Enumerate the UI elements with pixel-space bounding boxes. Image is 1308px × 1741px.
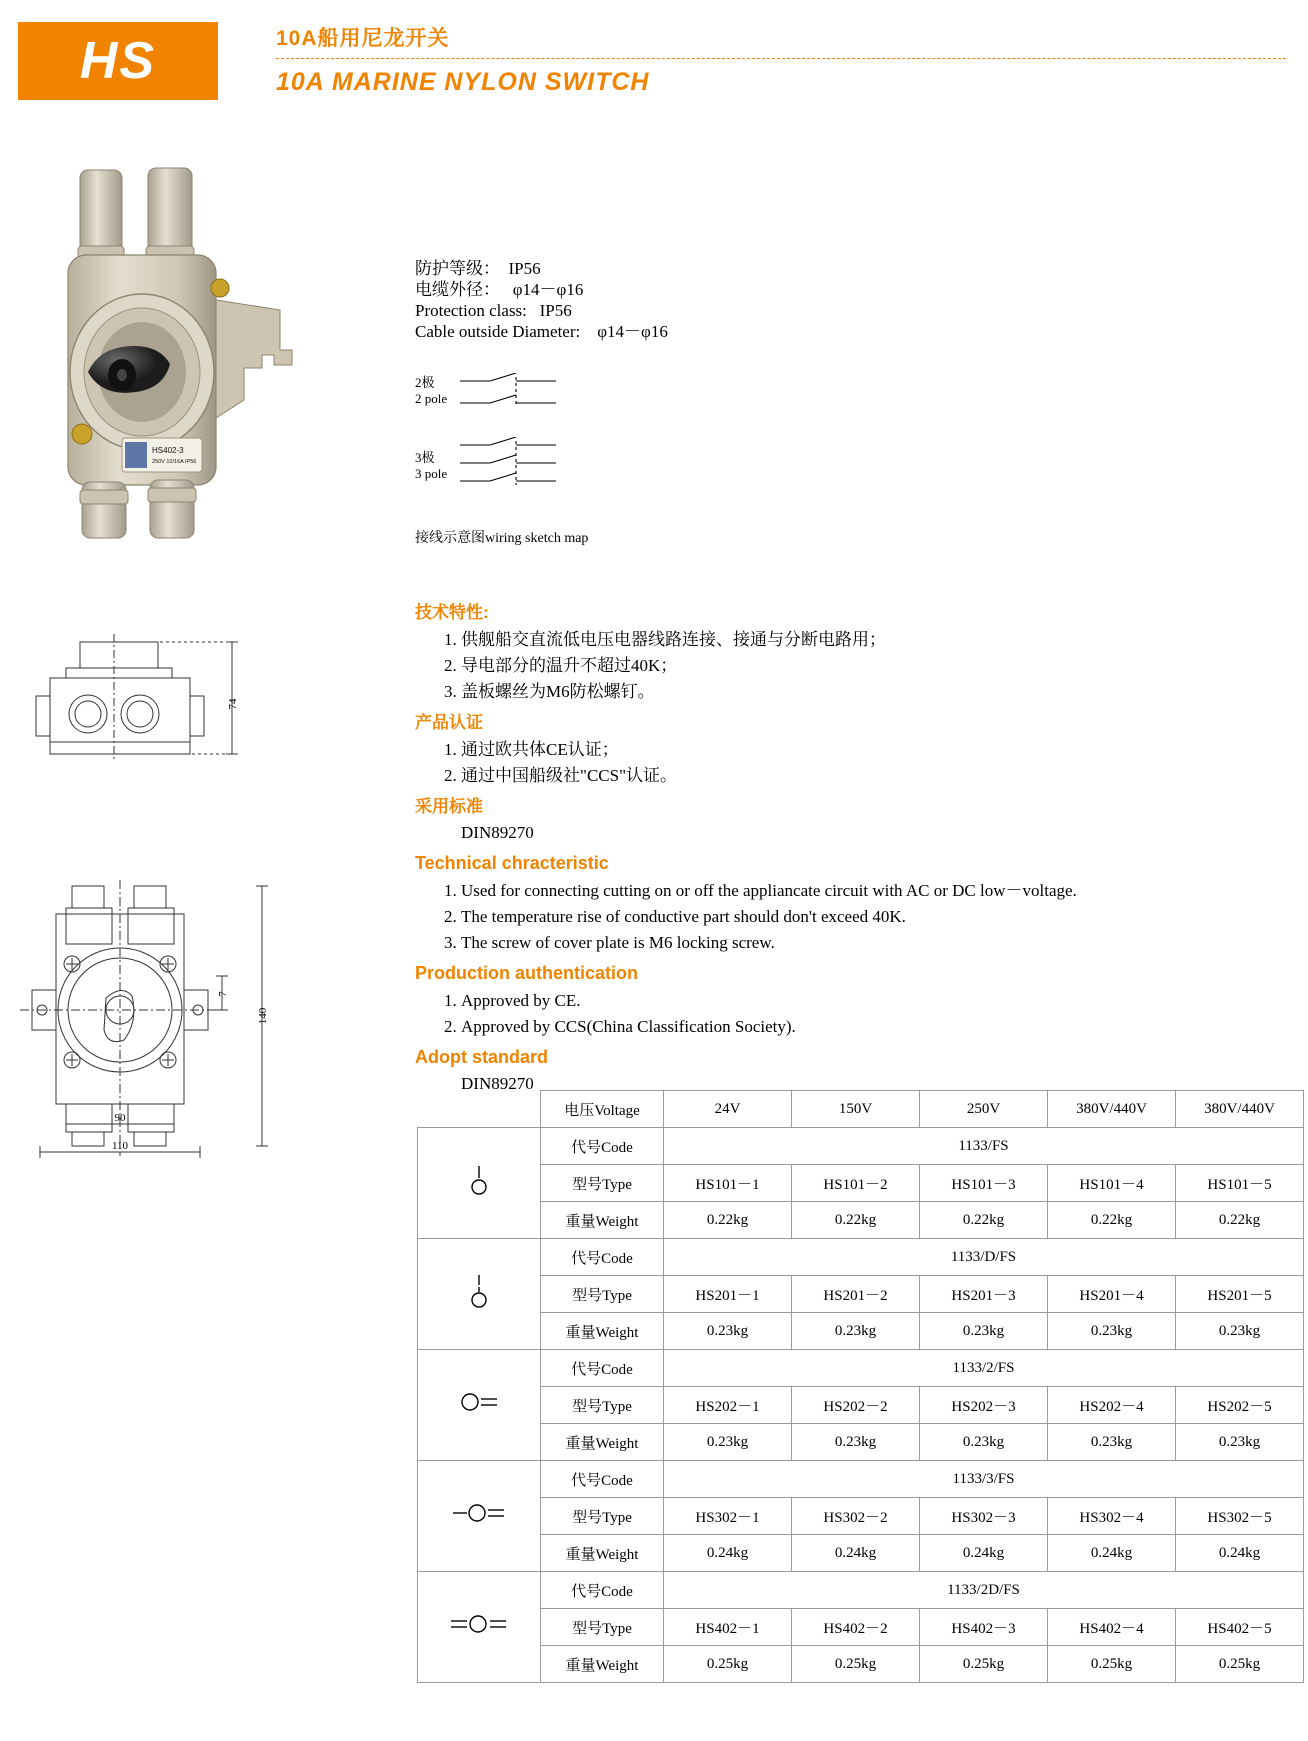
group-symbol-2 bbox=[418, 1350, 541, 1461]
cert-item-en-2: 2. Approved by CCS(China Classification Society). bbox=[461, 1014, 1295, 1039]
weight-0-1: 0.22kg bbox=[792, 1202, 920, 1239]
dim-74-label: 74 bbox=[227, 698, 239, 710]
type-3-3: HS302－4 bbox=[1048, 1498, 1176, 1535]
pole2-label-en: 2 pole bbox=[415, 391, 448, 406]
weight-4-2: 0.25kg bbox=[920, 1646, 1048, 1683]
weight-1-4: 0.23kg bbox=[1176, 1313, 1304, 1350]
type-2-3: HS202－4 bbox=[1048, 1387, 1176, 1424]
tech-heading-cn: 技术特性: bbox=[415, 603, 489, 622]
group-code-2: 1133/2/FS bbox=[664, 1350, 1304, 1387]
row-label-weight-2: 重量Weight bbox=[541, 1424, 664, 1461]
type-4-4: HS402－5 bbox=[1176, 1609, 1304, 1646]
wiring-diagrams bbox=[415, 375, 835, 545]
row-label-type-0: 型号Type bbox=[541, 1165, 664, 1202]
table-row bbox=[418, 1424, 1304, 1461]
group-symbol-0 bbox=[418, 1128, 541, 1239]
type-2-0: HS202－1 bbox=[664, 1387, 792, 1424]
technical-section bbox=[415, 600, 1295, 1102]
tech-item-cn-2: 2. 导电部分的温升不超过40K； bbox=[461, 653, 1295, 678]
tech-list-cn bbox=[415, 627, 1295, 704]
spec-protection-en: Protection class: IP56 bbox=[415, 301, 572, 320]
type-3-0: HS302－1 bbox=[664, 1498, 792, 1535]
spec-cable-cn: 电缆外径： φ14－φ16 bbox=[415, 280, 584, 299]
weight-1-1: 0.23kg bbox=[792, 1313, 920, 1350]
tech-item-cn-3: 3. 盖板螺丝为M6防松螺钉。 bbox=[461, 679, 1295, 704]
pole3-schematic bbox=[460, 437, 600, 493]
group-code-3: 1133/3/FS bbox=[664, 1461, 1304, 1498]
standard-value-cn: DIN89270 bbox=[461, 823, 534, 842]
table-row bbox=[418, 1535, 1304, 1572]
weight-0-3: 0.22kg bbox=[1048, 1202, 1176, 1239]
weight-2-3: 0.23kg bbox=[1048, 1424, 1176, 1461]
row-label-type-3: 型号Type bbox=[541, 1498, 664, 1535]
switch-symbol-icon bbox=[466, 1163, 492, 1197]
table-row bbox=[418, 1313, 1304, 1350]
row-label-type-1: 型号Type bbox=[541, 1276, 664, 1313]
switch-symbol-icon bbox=[449, 1611, 509, 1637]
row-label-weight-4: 重量Weight bbox=[541, 1646, 664, 1683]
type-1-3: HS201－4 bbox=[1048, 1276, 1176, 1313]
type-2-4: HS202－5 bbox=[1176, 1387, 1304, 1424]
weight-2-1: 0.23kg bbox=[792, 1424, 920, 1461]
weight-1-2: 0.23kg bbox=[920, 1313, 1048, 1350]
type-0-3: HS101－4 bbox=[1048, 1165, 1176, 1202]
table-row bbox=[418, 1202, 1304, 1239]
weight-3-1: 0.24kg bbox=[792, 1535, 920, 1572]
type-0-4: HS101－5 bbox=[1176, 1165, 1304, 1202]
weight-2-4: 0.23kg bbox=[1176, 1424, 1304, 1461]
voltage-4: 380V/440V bbox=[1176, 1091, 1304, 1128]
type-0-0: HS101－1 bbox=[664, 1165, 792, 1202]
weight-3-2: 0.24kg bbox=[920, 1535, 1048, 1572]
type-1-1: HS201－2 bbox=[792, 1276, 920, 1313]
table-row bbox=[418, 1646, 1304, 1683]
weight-3-3: 0.24kg bbox=[1048, 1535, 1176, 1572]
side-view-drawing bbox=[10, 630, 310, 810]
dim-110-label: 110 bbox=[111, 1140, 129, 1152]
table-row bbox=[418, 1498, 1304, 1535]
cert-heading-en: Production authentication bbox=[415, 963, 638, 983]
weight-4-3: 0.25kg bbox=[1048, 1646, 1176, 1683]
standard-value-en: DIN89270 bbox=[461, 1074, 534, 1093]
pole3-label-en: 3 pole bbox=[415, 466, 448, 481]
table-row bbox=[418, 1165, 1304, 1202]
weight-4-0: 0.25kg bbox=[664, 1646, 792, 1683]
cert-item-en-1: 1. Approved by CE. bbox=[461, 988, 1295, 1013]
table-row bbox=[418, 1609, 1304, 1646]
weight-3-0: 0.24kg bbox=[664, 1535, 792, 1572]
voltage-2: 250V bbox=[920, 1091, 1048, 1128]
group-symbol-1 bbox=[418, 1239, 541, 1350]
table-row bbox=[418, 1461, 1304, 1498]
page-header bbox=[0, 22, 1308, 102]
table-row bbox=[418, 1572, 1304, 1609]
weight-4-1: 0.25kg bbox=[792, 1646, 920, 1683]
tech-item-en-1: 1. Used for connecting cutting on or off the appliancate circuit with AC or DC low－voltage. bbox=[461, 878, 1295, 903]
row-label-weight-1: 重量Weight bbox=[541, 1313, 664, 1350]
table-row bbox=[418, 1387, 1304, 1424]
spec-protection-cn: 防护等级： IP56 bbox=[415, 259, 541, 278]
hs-logo-badge: HS bbox=[18, 22, 218, 100]
group-code-4: 1133/2D/FS bbox=[664, 1572, 1304, 1609]
tech-heading-en: Technical chracteristic bbox=[415, 853, 609, 873]
cert-item-cn-2: 2. 通过中国船级社"CCS"认证。 bbox=[461, 763, 1295, 788]
dim-140-label: 140 bbox=[257, 1007, 269, 1025]
group-symbol-4 bbox=[418, 1572, 541, 1683]
row-label-code-4: 代号Code bbox=[541, 1572, 664, 1609]
row-label-code-0: 代号Code bbox=[541, 1128, 664, 1165]
tech-item-en-3: 3. The screw of cover plate is M6 locking screw. bbox=[461, 930, 1295, 955]
table-row bbox=[418, 1350, 1304, 1387]
table-row bbox=[418, 1276, 1304, 1313]
weight-2-2: 0.23kg bbox=[920, 1424, 1048, 1461]
row-label-type-4: 型号Type bbox=[541, 1609, 664, 1646]
cert-list-en bbox=[415, 988, 1295, 1039]
model-spec-table bbox=[417, 1090, 1304, 1683]
switch-symbol-icon bbox=[457, 1389, 501, 1415]
type-2-1: HS202－2 bbox=[792, 1387, 920, 1424]
type-4-1: HS402－2 bbox=[792, 1609, 920, 1646]
row-label-code-2: 代号Code bbox=[541, 1350, 664, 1387]
type-4-3: HS402－4 bbox=[1048, 1609, 1176, 1646]
row-label-weight-0: 重量Weight bbox=[541, 1202, 664, 1239]
protection-spec-block bbox=[415, 258, 668, 342]
spec-cable-en: Cable outside Diameter: φ14－φ16 bbox=[415, 322, 668, 341]
tech-item-en-2: 2. The temperature rise of conductive part should don't exceed 40K. bbox=[461, 904, 1295, 929]
type-0-2: HS101－3 bbox=[920, 1165, 1048, 1202]
row-label-code-1: 代号Code bbox=[541, 1239, 664, 1276]
weight-1-3: 0.23kg bbox=[1048, 1313, 1176, 1350]
weight-2-0: 0.23kg bbox=[664, 1424, 792, 1461]
table-row bbox=[418, 1239, 1304, 1276]
group-code-1: 1133/D/FS bbox=[664, 1239, 1304, 1276]
cert-item-cn-1: 1. 通过欧共体CE认证； bbox=[461, 737, 1295, 762]
dim-7-label: 7 bbox=[217, 991, 229, 997]
svg-text:250V 10/16A IP56: 250V 10/16A IP56 bbox=[152, 459, 197, 465]
switch-symbol-icon bbox=[451, 1500, 507, 1526]
voltage-1: 150V bbox=[792, 1091, 920, 1128]
type-3-4: HS302－5 bbox=[1176, 1498, 1304, 1535]
wiring-caption: 接线示意图wiring sketch map bbox=[415, 531, 589, 546]
sym-header-blank bbox=[418, 1091, 541, 1128]
type-0-1: HS101－2 bbox=[792, 1165, 920, 1202]
type-3-2: HS302－3 bbox=[920, 1498, 1048, 1535]
table-row bbox=[418, 1128, 1304, 1165]
group-symbol-3 bbox=[418, 1461, 541, 1572]
product-photo bbox=[30, 150, 360, 550]
weight-0-0: 0.22kg bbox=[664, 1202, 792, 1239]
dim-90-label: 90 bbox=[114, 1112, 126, 1124]
weight-3-4: 0.24kg bbox=[1176, 1535, 1304, 1572]
type-4-2: HS402－3 bbox=[920, 1609, 1048, 1646]
weight-0-2: 0.22kg bbox=[920, 1202, 1048, 1239]
standard-heading-cn: 采用标准 bbox=[415, 797, 483, 816]
row-label-type-2: 型号Type bbox=[541, 1387, 664, 1424]
weight-1-0: 0.23kg bbox=[664, 1313, 792, 1350]
voltage-3: 380V/440V bbox=[1048, 1091, 1176, 1128]
type-1-2: HS201－3 bbox=[920, 1276, 1048, 1313]
standard-heading-en: Adopt standard bbox=[415, 1047, 548, 1067]
front-view-drawing bbox=[10, 880, 320, 1170]
table-row-voltage bbox=[418, 1091, 1304, 1128]
cert-heading-cn: 产品认证 bbox=[415, 713, 483, 732]
pole2-label-cn: 2极 bbox=[415, 375, 435, 390]
row-label-weight-3: 重量Weight bbox=[541, 1535, 664, 1572]
cert-list-cn bbox=[415, 737, 1295, 788]
group-code-0: 1133/FS bbox=[664, 1128, 1304, 1165]
type-1-0: HS201－1 bbox=[664, 1276, 792, 1313]
tech-item-cn-1: 1. 供舰船交直流低电压电器线路连接、接通与分断电路用； bbox=[461, 627, 1295, 652]
pole2-schematic bbox=[460, 373, 600, 419]
row-label-code-3: 代号Code bbox=[541, 1461, 664, 1498]
weight-4-4: 0.25kg bbox=[1176, 1646, 1304, 1683]
tech-list-en bbox=[415, 878, 1295, 955]
svg-text:HS402-3: HS402-3 bbox=[152, 446, 184, 455]
voltage-0: 24V bbox=[664, 1091, 792, 1128]
type-1-4: HS201－5 bbox=[1176, 1276, 1304, 1313]
weight-0-4: 0.22kg bbox=[1176, 1202, 1304, 1239]
switch-symbol-icon bbox=[466, 1273, 492, 1309]
type-2-2: HS202－3 bbox=[920, 1387, 1048, 1424]
pole3-label-cn: 3极 bbox=[415, 450, 435, 465]
type-3-1: HS302－2 bbox=[792, 1498, 920, 1535]
page-title-cn: 10A船用尼龙开关 bbox=[276, 27, 450, 50]
type-4-0: HS402－1 bbox=[664, 1609, 792, 1646]
title-divider bbox=[276, 58, 1286, 59]
voltage-label: 电压Voltage bbox=[541, 1091, 664, 1128]
page-title-en: 10A MARINE NYLON SWITCH bbox=[276, 68, 650, 96]
